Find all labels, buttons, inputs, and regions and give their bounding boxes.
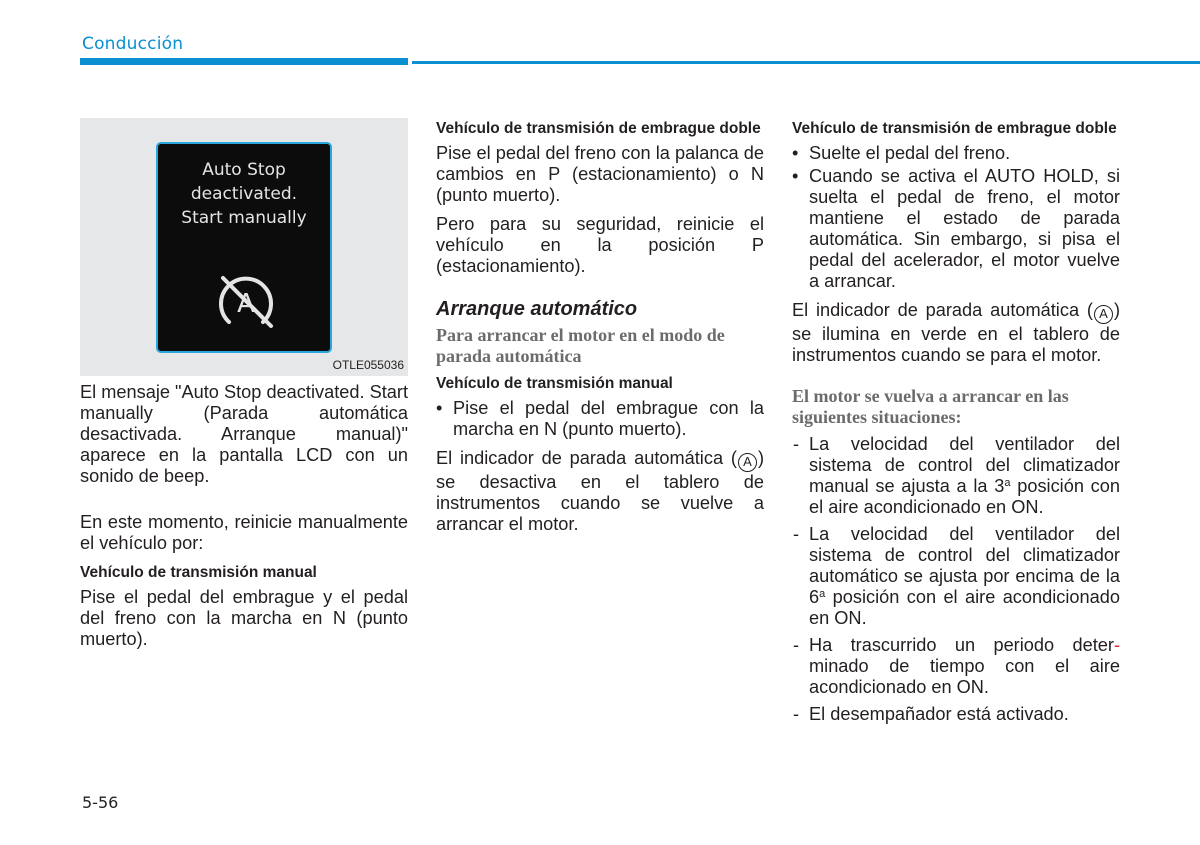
figure-auto-stop-display [80,118,408,376]
paragraph-indicator-green: El indicador de parada automática ( A ) se ilumina en verde en el tablero de instrumentos cuando se para el motor. [792,300,1120,365]
paragraph-restart: En este momento, reinicie manualmente el vehículo por: [80,512,408,553]
column-left [80,118,408,658]
header-rule-thin [412,61,1200,64]
column-right [792,118,1120,731]
column-middle [436,118,764,543]
lcd-screen [156,142,332,353]
list-item: - La velocidad del ventilador del sistema de control del climatizador manual se ajusta a la 3$^a$ posición con el aire acondicionado en ON. [792,434,1120,518]
list-item: • Suelte el pedal del freno. [792,143,1120,164]
auto-stop-off-icon [211,266,281,336]
heading-auto-stop-mode: Para arrancar el motor en el modo de parada automática [436,325,725,366]
paragraph-message: El mensaje "Auto Stop deactivated. Start manually (Parada automática desactivada. Arranque manual)" aparece en la pantalla LCD con un sonido de beep. [80,382,408,486]
header-rule-thick [80,58,408,65]
svg-text:A: A [237,289,255,319]
lcd-line-2: deactivated. [190,184,298,204]
lcd-line-3: Start manually [181,208,307,228]
heading-restart-situations: El motor se vuelva a arrancar en las siguientes situaciones: [792,386,1069,427]
list-item: - El desempañador está activado. [792,704,1120,725]
figure-code: OTLE055036 [332,358,404,372]
subheading-manual: Vehículo de transmisión manual [80,564,317,581]
paragraph-indicator-off: El indicador de parada automática ( A ) se desactiva en el tablero de instrumentos cuando se vuelve a arrancar el motor. [436,448,764,534]
list-item: • Cuando se activa el AUTO HOLD, si suelta el pedal de freno, el motor mantiene el estado de parada automática. Sin embargo, si pisa el pedal del acelerador, el motor vuelve a arrancar. [792,166,1120,292]
section-title: Conducción [82,34,184,54]
auto-stop-indicator-icon: A [738,453,757,472]
heading-auto-start: Arranque automático [436,298,638,320]
auto-stop-indicator-icon: A [1094,305,1113,324]
lcd-message [158,158,330,230]
list-item: • Pise el pedal del embrague con la marcha en N (punto muerto). [436,398,764,440]
subheading-dual-clutch-2: Vehículo de transmisión de embrague doble [792,120,1117,137]
subheading-manual-2: Vehículo de transmisión manual [436,375,673,392]
paragraph-manual-restart: Pise el pedal del embrague y el pedal del freno con la marcha en N (punto muerto). [80,587,408,649]
list-item: - Ha trascurrido un periodo deter-minado de tiempo con el aire acondicionado en ON. [792,635,1120,698]
subheading-dual-clutch: Vehículo de transmisión de embrague doble [436,120,761,137]
bullet-list-dual-clutch [792,143,1120,292]
paragraph-dual-clutch: Pise el pedal del freno con la palanca de cambios en P (estacionamiento) o N (punto muerto). [436,143,764,205]
bullet-list-manual [436,398,764,440]
list-item: - La velocidad del ventilador del sistema de control del climatizador automático se ajusta por encima de la 6$^a$ posición con el aire acondicionado en ON. [792,524,1120,629]
lcd-line-1: Auto Stop [202,160,286,180]
page-number: 5-56 [82,793,119,812]
paragraph-safety: Pero para su seguridad, reinicie el vehículo en la posición P (estacionamiento). [436,214,764,276]
dash-list-situations [792,434,1120,725]
